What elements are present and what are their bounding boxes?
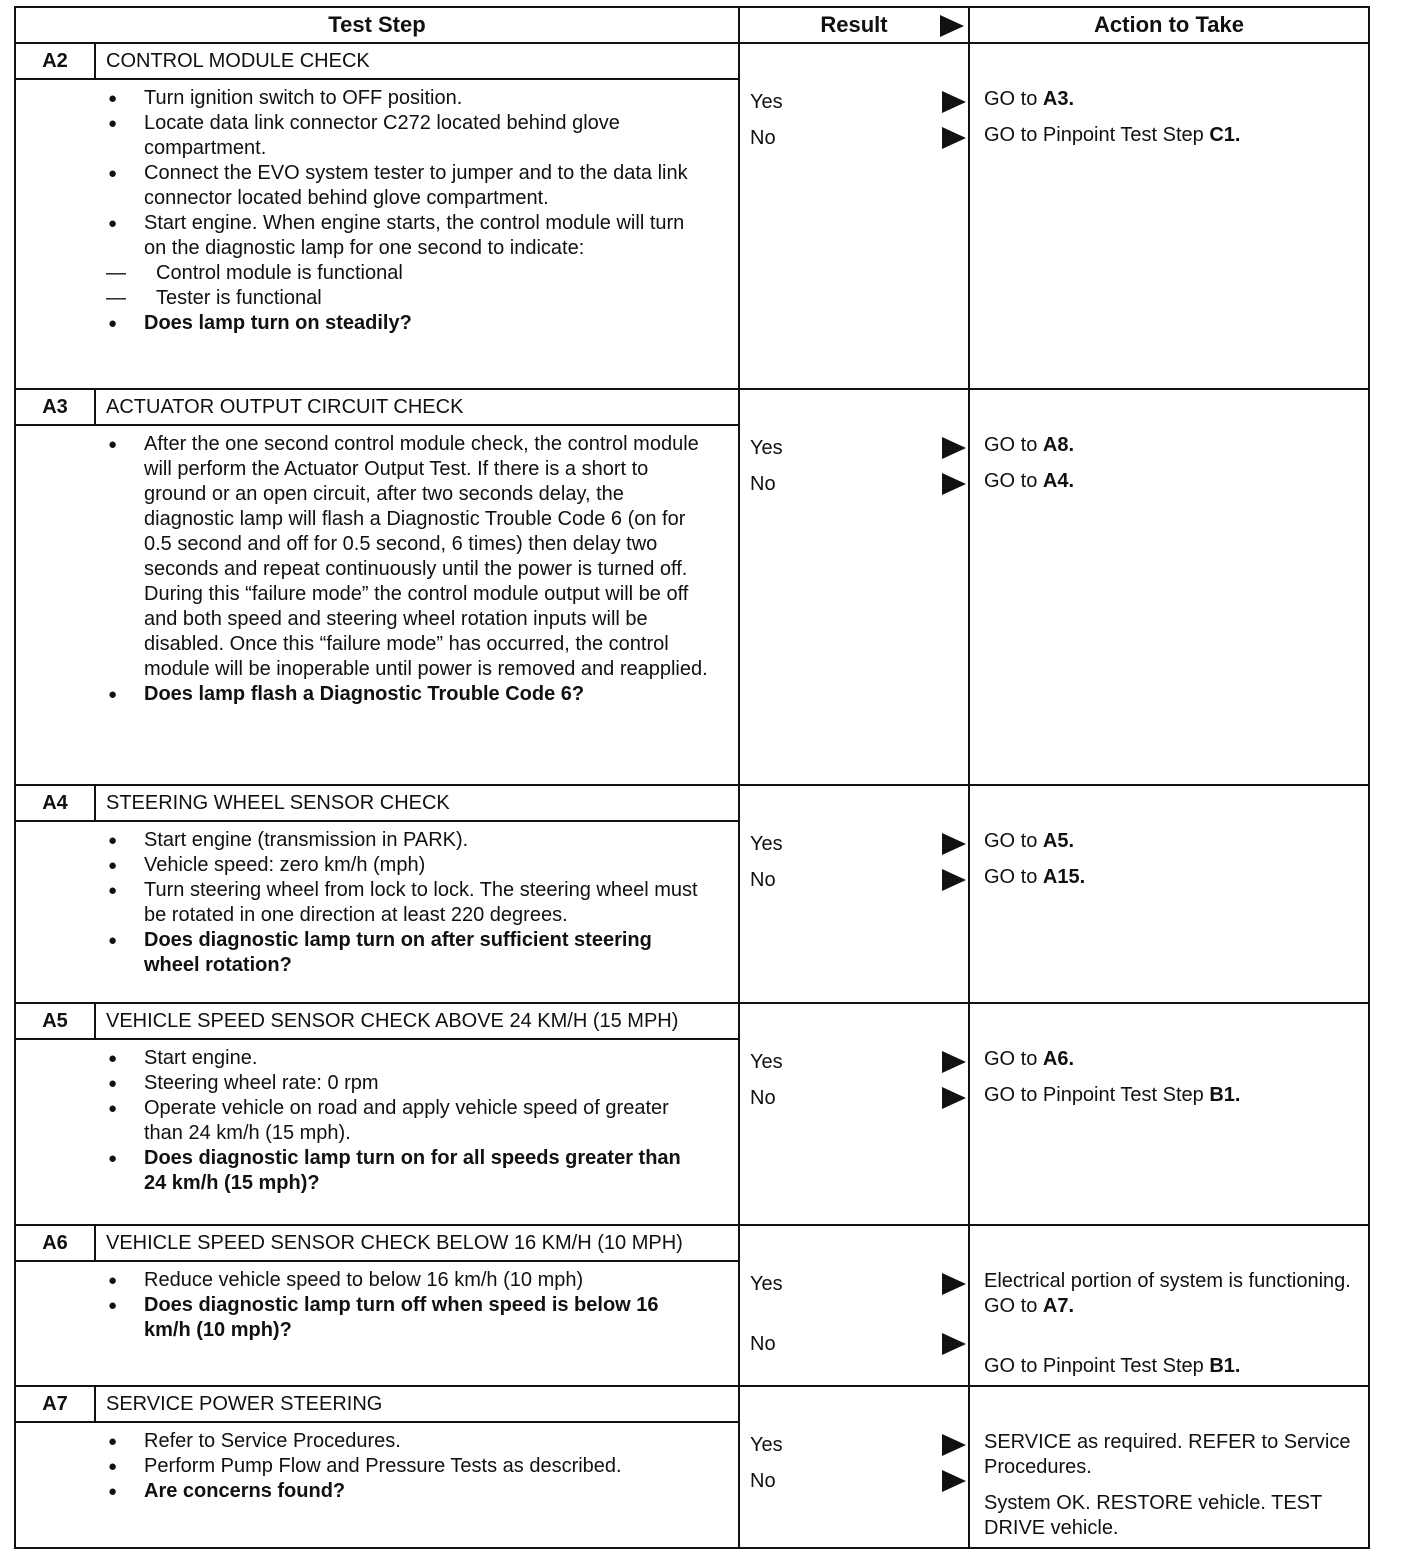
action-text: GO to [984,470,1043,492]
bullet-item: ● Start engine. [106,1046,708,1071]
action-cell [969,43,1369,389]
step-body [16,822,738,982]
action-text: GO to Pinpoint Test Step [984,1084,1210,1106]
arrow-right-icon [942,1434,966,1456]
result-label: No [750,473,776,495]
result-label: Yes [750,1051,783,1073]
step-cell-A6 [15,1225,739,1386]
arrow-right-icon [942,437,966,459]
action-step-ref: A8. [1042,434,1075,456]
action-yes [970,1042,1368,1078]
step-question: ● Does lamp turn on steadily? [106,311,708,336]
bullet-item: ● Start engine (transmission in PARK). [106,828,708,853]
arrow-right-icon [942,1333,966,1355]
action-step-ref: C1. [1209,124,1241,146]
step-body [16,1262,738,1347]
bullet-item: ● Perform Pump Flow and Pressure Tests as described. [106,1454,708,1479]
table-header [15,7,1369,43]
step-title: CONTROL MODULE CHECK [106,50,370,72]
action-no [970,1486,1368,1547]
step-id: A7 [16,1387,96,1421]
arrow-right-icon [942,869,966,891]
action-step-ref: B1. [1209,1084,1241,1106]
result-yes [740,1044,968,1080]
sub-item: — Control module is functional [106,261,708,286]
table-row [15,1225,1369,1386]
action-yes [970,1264,1368,1325]
step-title: SERVICE POWER STEERING [106,1393,383,1415]
action-no [970,1349,1368,1385]
bullet-item: ● Refer to Service Procedures. [106,1429,708,1454]
result-yes [740,1266,968,1302]
step-cell-A3 [15,389,739,785]
bullet-item: ● Steering wheel rate: 0 rpm [106,1071,708,1096]
table-row [15,1386,1369,1548]
step-title: STEERING WHEEL SENSOR CHECK [106,792,450,814]
step-id: A4 [16,786,96,820]
result-label: No [750,1470,776,1492]
action-yes [970,428,1368,464]
result-no [740,120,968,156]
bullet-item: ● Operate vehicle on road and apply vehicle speed of greater than 24 km/h (15 mph). [106,1096,708,1146]
result-cell [739,785,969,1003]
table-body [15,43,1369,1548]
step-body [16,426,738,711]
action-text: GO to [984,866,1043,888]
table-row [15,1003,1369,1225]
arrow-right-icon [942,127,966,149]
action-step-ref: A3. [1042,88,1075,110]
result-cell [739,43,969,389]
step-body [16,1040,738,1200]
action-text: GO to [984,434,1043,456]
arrow-right-icon [942,1087,966,1109]
action-text: SERVICE as required. REFER to Service Procedures. [984,1431,1351,1478]
result-no [740,466,968,502]
action-text: GO to Pinpoint Test Step [984,1355,1210,1377]
action-yes [970,1425,1368,1486]
action-yes [970,82,1368,118]
bullet-item: ● Turn ignition switch to OFF position. [106,86,708,111]
result-cell [739,1003,969,1225]
action-cell [969,1003,1369,1225]
result-label: Yes [750,833,783,855]
result-yes [740,430,968,466]
table-row [15,43,1369,389]
action-step-ref: A5. [1042,830,1075,852]
result-label: Yes [750,1434,783,1456]
action-step-ref: A6. [1042,1048,1075,1070]
action-yes [970,824,1368,860]
result-cell [739,1225,969,1386]
bullet-item: ● Reduce vehicle speed to below 16 km/h (10 mph) [106,1268,708,1293]
action-text: GO to [984,830,1043,852]
header-test-step: Test Step [15,7,739,43]
action-text: Electrical portion of system is functioning. GO to [984,1270,1351,1317]
action-text: GO to Pinpoint Test Step [984,124,1210,146]
bullet-item: ● Locate data link connector C272 located behind glove compartment. [106,111,708,161]
result-no [740,1080,968,1116]
arrow-right-icon [942,473,966,495]
step-title: VEHICLE SPEED SENSOR CHECK ABOVE 24 KM/H (15 MPH) [106,1010,679,1032]
step-question: ● Does diagnostic lamp turn on for all speeds greater than 24 km/h (15 mph)? [106,1146,708,1196]
sub-list [106,261,708,311]
result-cell [739,1386,969,1548]
action-no [970,860,1368,896]
step-question: ● Does diagnostic lamp turn off when speed is below 16 km/h (10 mph)? [106,1293,708,1343]
table-row [15,785,1369,1003]
arrow-right-icon [942,833,966,855]
step-title: VEHICLE SPEED SENSOR CHECK BELOW 16 KM/H (10 MPH) [106,1232,683,1254]
step-id: A6 [16,1226,96,1260]
result-label: No [750,127,776,149]
step-question: ● Does diagnostic lamp turn on after sufficient steering wheel rotation? [106,928,708,978]
arrow-right-icon [940,15,964,37]
bullet-item: ● After the one second control module check, the control module will perform the Actuator Output Test. If there is a short to ground or an open circuit, after two seconds delay, the diagnostic lamp will flash a Diagnostic Trouble Code 6 (on for 0.5 second and off for 0.5 second, 6 times) then delay two seconds and repeat continuously until the power is turned off. During this “failure mode” the control module output will be off and both speed and steering wheel rotation inputs will be disabled. Once this “failure mode” has occurred, the control module will be inoperable until power is removed and reapplied. [106,432,708,682]
header-result-label: Result [820,12,888,37]
result-cell [739,389,969,785]
result-yes [740,826,968,862]
sub-item: — Tester is functional [106,286,708,311]
action-cell [969,1386,1369,1548]
result-label: No [750,1087,776,1109]
result-label: No [750,869,776,891]
step-question: ● Are concerns found? [106,1479,708,1504]
action-cell [969,1225,1369,1386]
step-id: A3 [16,390,96,424]
action-cell [969,389,1369,785]
step-question: ● Does lamp flash a Diagnostic Trouble Code 6? [106,682,708,707]
action-text: GO to [984,1048,1043,1070]
arrow-right-icon [942,91,966,113]
header-result [739,7,969,43]
result-no [740,862,968,898]
bullet-item: ● Turn steering wheel from lock to lock. The steering wheel must be rotated in one direction at least 220 degrees. [106,878,708,928]
table-row [15,389,1369,785]
result-no [740,1463,968,1499]
result-label: Yes [750,437,783,459]
action-no [970,1078,1368,1114]
action-cell [969,785,1369,1003]
step-body [16,80,738,340]
action-step-ref: A7. [1042,1295,1075,1317]
arrow-right-icon [942,1470,966,1492]
diagnostic-table [14,6,1370,1549]
result-label: Yes [750,91,783,113]
step-cell-A4 [15,785,739,1003]
action-step-ref: B1. [1209,1355,1241,1377]
step-id: A5 [16,1004,96,1038]
step-title: ACTUATOR OUTPUT CIRCUIT CHECK [106,396,464,418]
result-yes [740,84,968,120]
arrow-right-icon [942,1273,966,1295]
bullet-item: ● Vehicle speed: zero km/h (mph) [106,853,708,878]
step-cell-A2 [15,43,739,389]
step-id: A2 [16,44,96,78]
step-body [16,1423,738,1508]
result-no [740,1326,968,1362]
step-cell-A7 [15,1386,739,1548]
action-step-ref: A4. [1042,470,1075,492]
result-label: No [750,1333,776,1355]
action-text: GO to [984,88,1043,110]
bullet-item: ● Start engine. When engine starts, the control module will turn on the diagnostic lamp for one second to indicate: [106,211,708,261]
action-step-ref: A15. [1042,866,1086,888]
header-action: Action to Take [969,7,1369,43]
bullet-item: ● Connect the EVO system tester to jumper and to the data link connector located behind glove compartment. [106,161,708,211]
action-text: System OK. RESTORE vehicle. TEST DRIVE vehicle. [984,1492,1322,1539]
action-no [970,118,1368,154]
result-yes [740,1427,968,1463]
result-label: Yes [750,1273,783,1295]
step-cell-A5 [15,1003,739,1225]
action-no [970,464,1368,500]
arrow-right-icon [942,1051,966,1073]
